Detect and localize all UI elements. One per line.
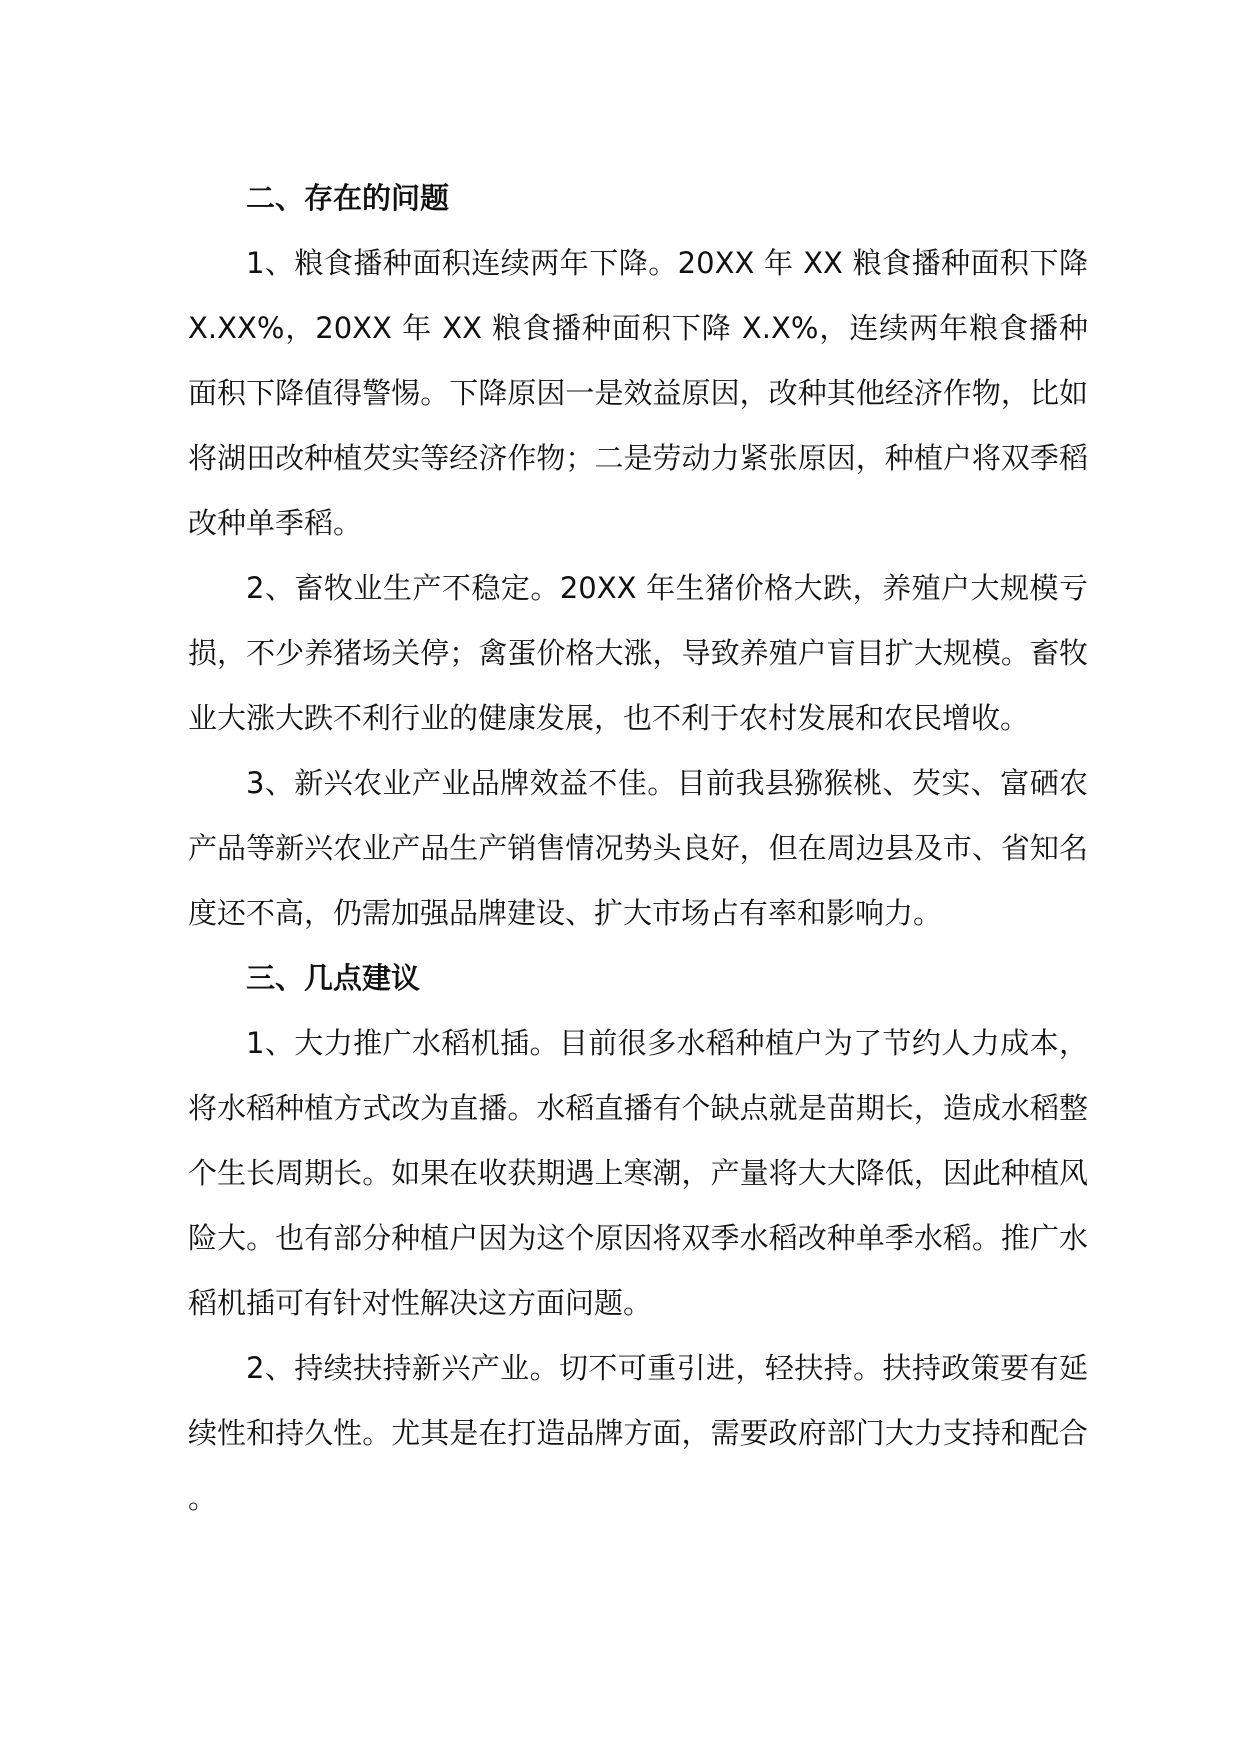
suggestion-paragraph-1: 1、大力推广水稻机插。目前很多水稻种植户为了节约人力成本，将水稻种植方式改为直播。水稻直播有个缺点就是苗期长，造成水稻整个生长周期长。如果在收获期遇上寒潮，产量将大大降低，因此种植风险大。也有部分种植户因为这个原因将双季水稻改种单季水稻。推广水稻机插可有针对性解决这方面问题。 [188,1026,1088,1320]
suggestion-paragraph-2: 2、持续扶持新兴产业。切不可重引进，轻扶持。扶持政策要有延续性和持久性。尤其是在打造品牌方面，需要政府部门大力支持和配合。 [188,1351,1088,1515]
document-body [188,166,1088,1531]
problem-paragraph-2: 2、畜牧业生产不稳定。20XX 年生猪价格大跌，养殖户大规模亏损，不少养猪场关停；禽蛋价格大涨，导致养殖户盲目扩大规模。畜牧业大涨大跌不利行业的健康发展，也不利于农村发展和农民增收。 [188,571,1088,735]
section-heading-suggestions: 三、几点建议 [246,961,421,995]
problem-paragraph-3: 3、新兴农业产业品牌效益不佳。目前我县猕猴桃、芡实、富硒农产品等新兴农业产品生产销售情况势头良好，但在周边县及市、省知名度还不高，仍需加强品牌建设、扩大市场占有率和影响力。 [188,766,1088,930]
section-heading-problems: 二、存在的问题 [246,181,450,215]
problem-paragraph-1: 1、粮食播种面积连续两年下降。20XX 年 XX 粮食播种面积下降 X.XX%，20XX 年 XX 粮食播种面积下降 X.X%，连续两年粮食播种面积下降值得警惕。下降原因一是效益原因，改种其他经济作物，比如将湖田改种植芡实等经济作物；二是劳动力紧张原因，种植户将双季稻改种单季稻。 [188,246,1088,540]
